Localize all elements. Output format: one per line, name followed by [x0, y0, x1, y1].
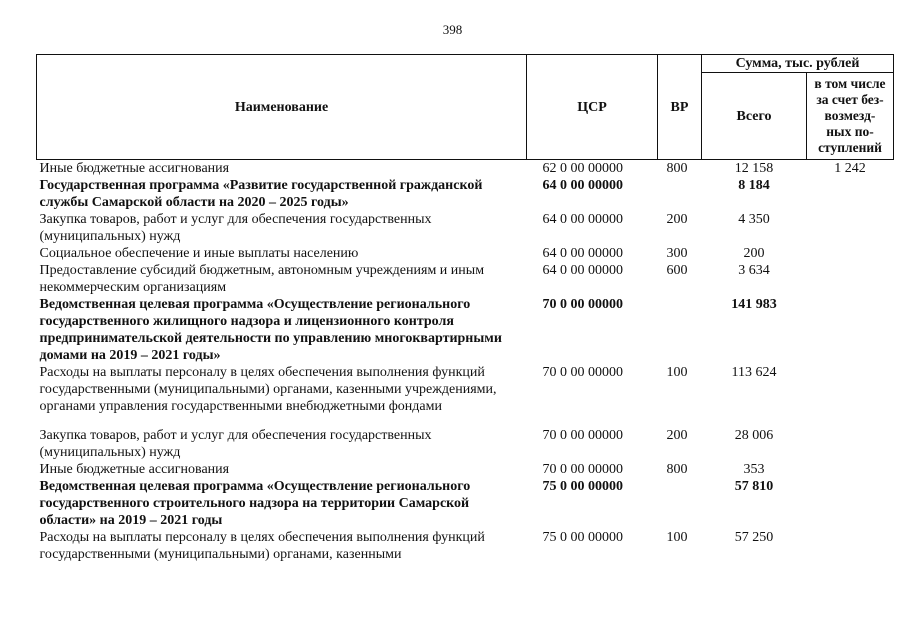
csr-cell: 70 0 00 00000	[542, 428, 623, 443]
table-row	[37, 364, 894, 427]
page-number: 398	[442, 22, 463, 37]
csr-cell: 64 0 00 00000	[542, 178, 623, 193]
name-cell: Иные бюджетные ассигнования	[39, 161, 230, 176]
grant-cell	[807, 427, 894, 461]
vr-cell: 200	[666, 428, 688, 443]
csr-cell: 70 0 00 00000	[542, 297, 623, 312]
name-cell: Предоставление субсидий бюджетным, автономным учреждениям и иным некоммерческим организациям	[39, 263, 485, 295]
grant-cell	[807, 461, 894, 478]
grant-cell	[807, 262, 894, 296]
total-cell: 353	[743, 462, 765, 477]
grant-cell: 1 242	[834, 161, 866, 176]
total-cell: 8 184	[738, 178, 770, 193]
total-cell: 3 634	[738, 263, 770, 278]
csr-cell: 64 0 00 00000	[542, 246, 623, 261]
header-vr: ВР	[658, 55, 702, 160]
program-row	[37, 478, 894, 529]
grant-cell	[807, 364, 894, 427]
total-cell: 113 624	[731, 365, 777, 380]
table-row	[37, 427, 894, 461]
grant-cell	[807, 529, 894, 563]
header-grant-line: ступлений	[818, 140, 882, 155]
table-header	[37, 55, 894, 160]
table-row	[37, 160, 894, 178]
name-cell: Ведомственная целевая программа «Осуществление регионального государственного жилищного надзора и лицензионного контроля предпринимательской деятельности по управлению многоквартирными домами на 2019 – 2021 годы»	[39, 297, 502, 363]
table-row	[37, 211, 894, 245]
vr-cell: 100	[666, 530, 688, 545]
grant-cell	[807, 296, 894, 364]
header-grant-line: возмезд-	[824, 108, 876, 123]
total-cell: 200	[743, 246, 765, 261]
program-row	[37, 296, 894, 364]
table-row	[37, 461, 894, 478]
csr-cell: 64 0 00 00000	[542, 212, 623, 227]
header-name: Наименование	[37, 55, 527, 160]
vr-cell: 600	[666, 263, 688, 278]
header-grant-line: за счет без-	[816, 92, 884, 107]
header-grant-line: в том числе	[814, 76, 886, 91]
csr-cell: 75 0 00 00000	[542, 479, 623, 494]
total-cell: 57 810	[734, 479, 774, 494]
name-cell: Иные бюджетные ассигнования	[39, 462, 230, 477]
grant-cell	[807, 211, 894, 245]
name-cell: Расходы на выплаты персоналу в целях обеспечения выполнения функций государственными (муниципальными) органами, казенными учреждениями, органами управления государственными внебюджетными фондами	[39, 365, 497, 414]
name-cell: Закупка товаров, работ и услуг для обеспечения государственных (муниципальных) нужд	[39, 212, 432, 244]
csr-cell: 70 0 00 00000	[542, 365, 623, 380]
grant-cell	[807, 177, 894, 211]
csr-cell: 64 0 00 00000	[542, 263, 623, 278]
csr-cell: 70 0 00 00000	[542, 462, 623, 477]
table-body	[37, 160, 894, 564]
total-cell: 4 350	[738, 212, 770, 227]
csr-cell: 62 0 00 00000	[542, 161, 623, 176]
vr-cell	[658, 177, 702, 211]
table-row	[37, 245, 894, 262]
name-cell: Расходы на выплаты персоналу в целях обеспечения выполнения функций государственными (муниципальными) органами, казенными	[39, 530, 485, 562]
vr-cell: 800	[666, 462, 688, 477]
budget-table	[36, 54, 894, 563]
total-cell: 141 983	[731, 297, 777, 312]
total-cell: 57 250	[734, 530, 774, 545]
header-grant-line: ных по-	[826, 124, 874, 139]
grant-cell	[807, 245, 894, 262]
vr-cell: 200	[666, 212, 688, 227]
total-cell: 28 006	[734, 428, 774, 443]
header-grant	[807, 73, 894, 160]
table-row	[37, 262, 894, 296]
name-cell: Государственная программа «Развитие государственной гражданской службы Самарской области на 2020 – 2025 годы»	[39, 178, 483, 210]
vr-cell: 300	[666, 246, 688, 261]
vr-cell: 100	[666, 365, 688, 380]
total-cell: 12 158	[734, 161, 774, 176]
csr-cell: 75 0 00 00000	[542, 530, 623, 545]
header-total: Всего	[702, 73, 807, 160]
program-row	[37, 177, 894, 211]
vr-cell	[658, 478, 702, 529]
table-row	[37, 529, 894, 563]
name-cell: Ведомственная целевая программа «Осуществление регионального государственного строительного надзора на территории Самарской области» на 2019 – 2021 годы	[39, 479, 471, 528]
header-csr: ЦСР	[527, 55, 658, 160]
vr-cell	[658, 296, 702, 364]
name-cell: Социальное обеспечение и иные выплаты населению	[39, 246, 359, 261]
header-sum-group: Сумма, тыс. рублей	[702, 55, 894, 73]
grant-cell	[807, 478, 894, 529]
vr-cell: 800	[666, 161, 688, 176]
name-cell: Закупка товаров, работ и услуг для обеспечения государственных (муниципальных) нужд	[39, 428, 432, 460]
